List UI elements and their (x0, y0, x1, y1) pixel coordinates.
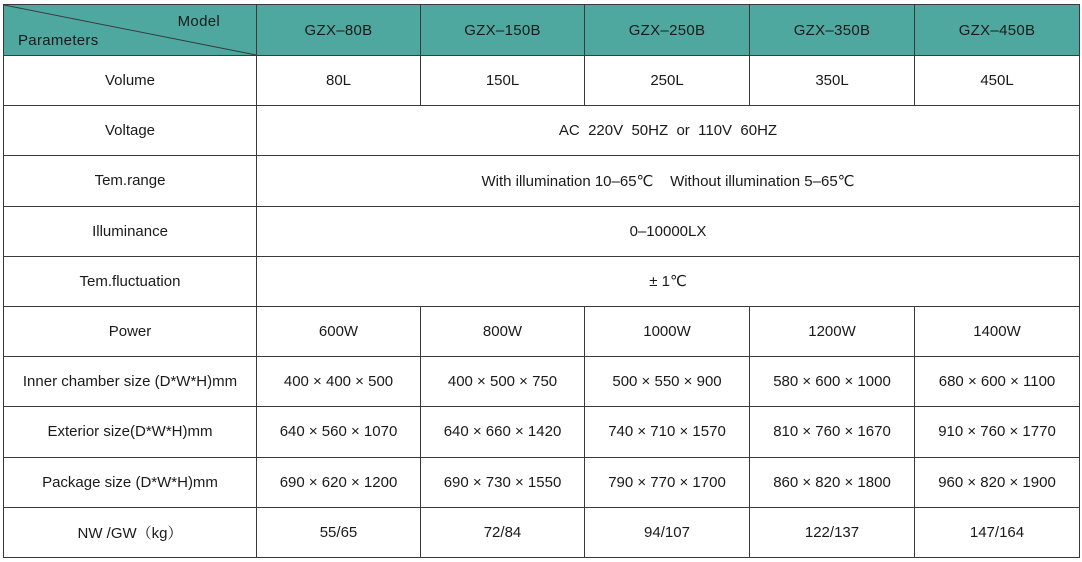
row-exterior-size (4, 407, 1080, 457)
value-cell: 122/137 (750, 507, 915, 557)
model-header-gzx-350b: GZX–350B (750, 5, 915, 56)
merged-value-cell: With illumination 10–65℃ Without illumination 5–65℃ (257, 156, 1080, 206)
row-weight (4, 507, 1080, 557)
param-label-exterior-size: Exterior size(D*W*H)mm (4, 407, 257, 457)
model-header-gzx-80b: GZX–80B (257, 5, 421, 56)
value-cell: 640 × 660 × 1420 (421, 407, 585, 457)
value-cell: 400 × 500 × 750 (421, 357, 585, 407)
value-cell: 55/65 (257, 507, 421, 557)
model-header-gzx-150b: GZX–150B (421, 5, 585, 56)
value-cell: 960 × 820 × 1900 (915, 457, 1080, 507)
value-cell: 580 × 600 × 1000 (750, 357, 915, 407)
value-cell: 500 × 550 × 900 (585, 357, 750, 407)
spec-table (3, 4, 1080, 558)
row-inner-chamber-size (4, 357, 1080, 407)
param-label-package-size: Package size (D*W*H)mm (4, 457, 257, 507)
value-cell: 80L (257, 56, 421, 106)
model-header-gzx-250b: GZX–250B (585, 5, 750, 56)
value-cell: 640 × 560 × 1070 (257, 407, 421, 457)
row-package-size (4, 457, 1080, 507)
corner-model-label: Model (177, 13, 220, 30)
value-cell: 1400W (915, 306, 1080, 356)
value-cell: 450L (915, 56, 1080, 106)
value-cell: 350L (750, 56, 915, 106)
merged-value-cell: AC 220V 50HZ or 110V 60HZ (257, 106, 1080, 156)
row-tem-range (4, 156, 1080, 206)
merged-value-cell: 0–10000LX (257, 206, 1080, 256)
value-cell: 72/84 (421, 507, 585, 557)
value-cell: 690 × 620 × 1200 (257, 457, 421, 507)
corner-header-cell (4, 5, 257, 56)
param-label-weight: NW /GW（kg） (4, 507, 257, 557)
row-tem-fluctuation (4, 256, 1080, 306)
param-label-voltage: Voltage (4, 106, 257, 156)
value-cell: 94/107 (585, 507, 750, 557)
model-header-gzx-450b: GZX–450B (915, 5, 1080, 56)
row-voltage (4, 106, 1080, 156)
value-cell: 860 × 820 × 1800 (750, 457, 915, 507)
value-cell: 810 × 760 × 1670 (750, 407, 915, 457)
value-cell: 800W (421, 306, 585, 356)
param-label-inner-chamber-size: Inner chamber size (D*W*H)mm (4, 357, 257, 407)
value-cell: 1000W (585, 306, 750, 356)
row-illuminance (4, 206, 1080, 256)
value-cell: 790 × 770 × 1700 (585, 457, 750, 507)
param-label-power: Power (4, 306, 257, 356)
row-volume (4, 56, 1080, 106)
value-cell: 740 × 710 × 1570 (585, 407, 750, 457)
value-cell: 400 × 400 × 500 (257, 357, 421, 407)
param-label-illuminance: Illuminance (4, 206, 257, 256)
param-label-tem-fluctuation: Tem.fluctuation (4, 256, 257, 306)
merged-value-cell: ± 1℃ (257, 256, 1080, 306)
value-cell: 910 × 760 × 1770 (915, 407, 1080, 457)
value-cell: 600W (257, 306, 421, 356)
param-label-volume: Volume (4, 56, 257, 106)
value-cell: 690 × 730 × 1550 (421, 457, 585, 507)
value-cell: 150L (421, 56, 585, 106)
row-power (4, 306, 1080, 356)
value-cell: 147/164 (915, 507, 1080, 557)
corner-parameters-label: Parameters (18, 32, 99, 49)
value-cell: 1200W (750, 306, 915, 356)
param-label-tem-range: Tem.range (4, 156, 257, 206)
value-cell: 250L (585, 56, 750, 106)
header-row (4, 5, 1080, 56)
value-cell: 680 × 600 × 1100 (915, 357, 1080, 407)
